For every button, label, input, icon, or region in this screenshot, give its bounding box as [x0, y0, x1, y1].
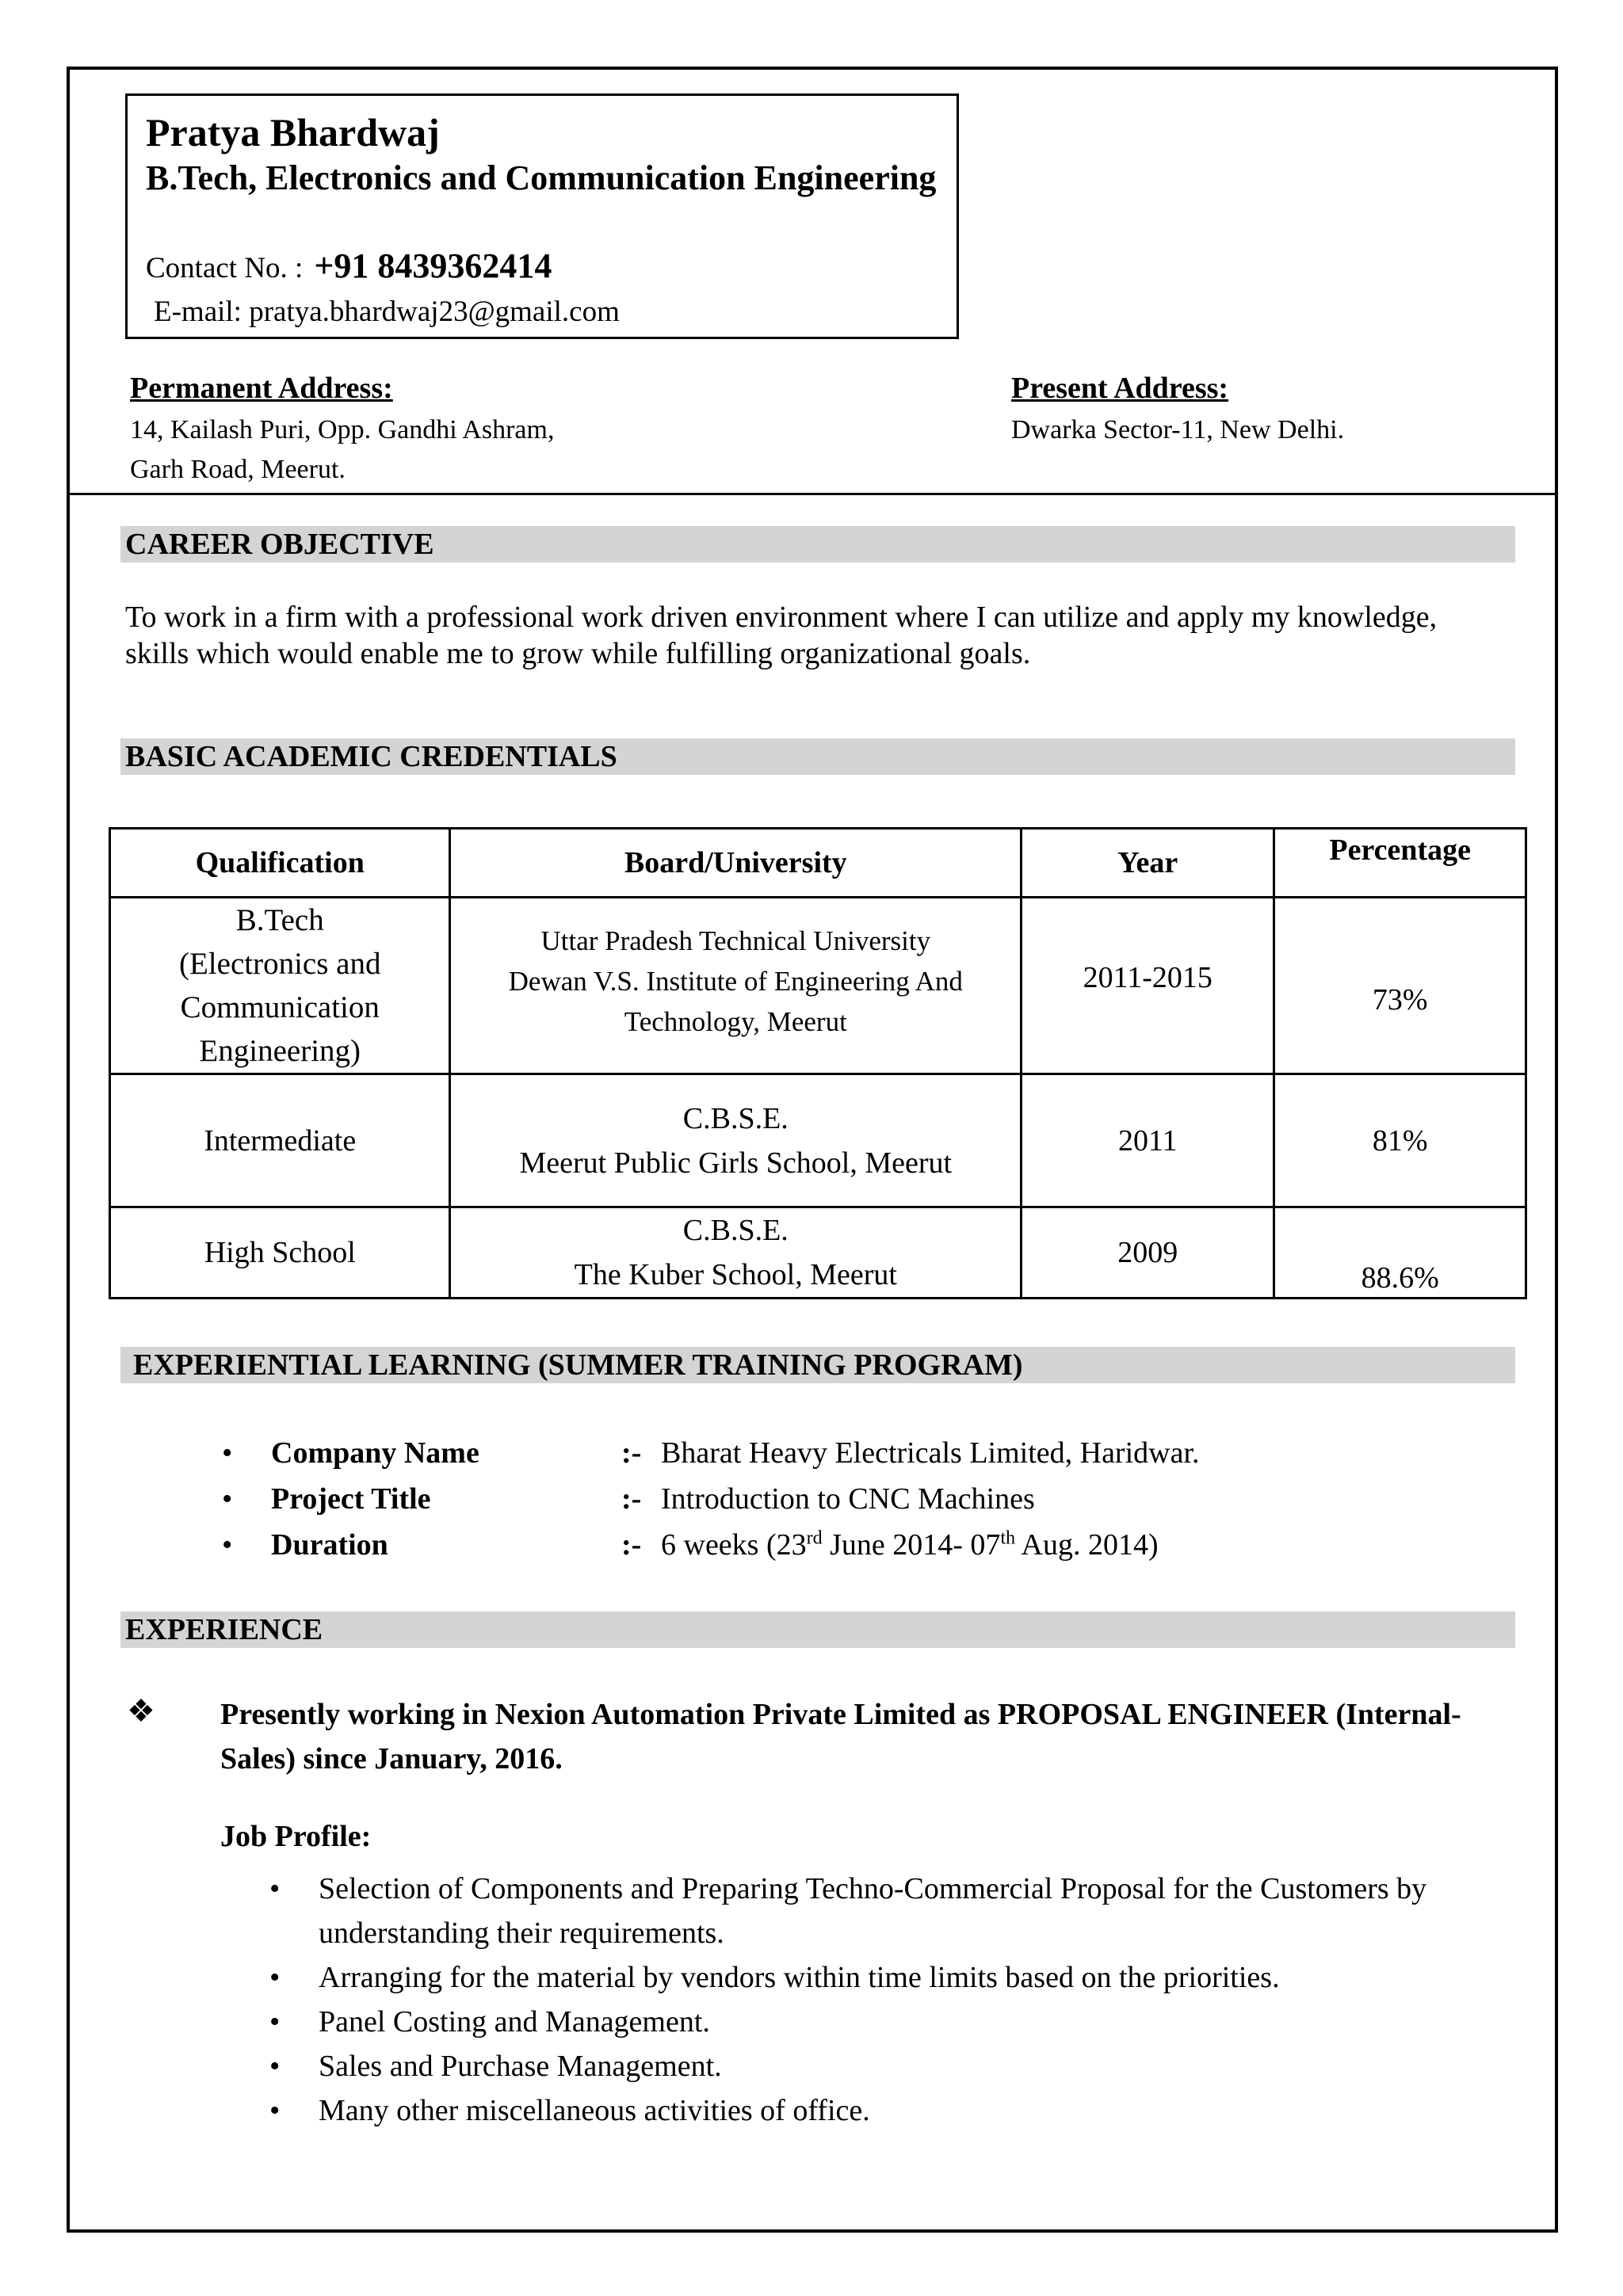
bullet-icon: •	[222, 1482, 233, 1516]
table-row	[110, 1207, 1526, 1299]
table-cell-qualification: Intermediate	[110, 1074, 450, 1207]
training-bar	[120, 1347, 1515, 1383]
training-separator: :-	[621, 1528, 642, 1562]
job-profile-list	[269, 1867, 1522, 2133]
experience-bar	[120, 1611, 1515, 1648]
job-item-text: Panel Costing and Management.	[319, 2005, 710, 2039]
job-item-text: Selection of Components and Preparing Techno-Commercial Proposal for the Customers by understanding their requirements.	[319, 1872, 1427, 1950]
duration-part: June 2014- 07	[822, 1528, 1001, 1562]
cell-line: B.Tech	[235, 903, 324, 937]
contact-number: +91 8439362414	[314, 246, 552, 285]
cell-line: The Kuber School, Meerut	[574, 1258, 897, 1291]
duration-sup: rd	[806, 1527, 823, 1549]
list-item	[269, 2000, 1522, 2044]
bullet-icon: •	[269, 2094, 281, 2127]
list-item	[269, 2044, 1522, 2088]
bullet-icon: •	[269, 2050, 281, 2083]
header-percentage: Percentage	[1274, 829, 1526, 898]
present-address-line1: Dwarka Sector-11, New Delhi.	[1011, 415, 1345, 444]
permanent-address-line2: Garh Road, Meerut.	[130, 455, 346, 484]
academic-table	[109, 827, 1527, 1299]
job-item-text: Many other miscellaneous activities of office.	[319, 2094, 870, 2127]
present-address-heading: Present Address:	[1011, 372, 1229, 405]
cell-line: C.B.S.E.	[682, 1101, 789, 1135]
duration-part: Aug. 2014)	[1015, 1528, 1159, 1562]
academic-bar	[120, 738, 1515, 775]
training-title: EXPERIENTIAL LEARNING (SUMMER TRAINING PROGRAM)	[133, 1348, 1023, 1382]
training-key: Company Name	[271, 1436, 479, 1470]
career-objective-title: CAREER OBJECTIVE	[125, 528, 434, 561]
experience-title: EXPERIENCE	[125, 1613, 323, 1646]
training-key: Project Title	[271, 1482, 431, 1516]
bullet-icon: •	[269, 1872, 281, 1905]
table-cell-qualification	[110, 898, 450, 1074]
academic-title: BASIC ACADEMIC CREDENTIALS	[125, 740, 617, 773]
table-cell-qualification: High School	[110, 1207, 450, 1299]
job-profile-heading: Job Profile:	[220, 1820, 372, 1853]
duration-part: 6 weeks (23	[661, 1528, 807, 1562]
bullet-icon: •	[269, 1961, 281, 1994]
cell-line: Engineering)	[199, 1034, 361, 1068]
table-cell-percentage: 73%	[1274, 898, 1526, 1074]
contact-line	[146, 246, 552, 286]
job-item-text: Sales and Purchase Management.	[319, 2050, 722, 2083]
duration-sup: th	[1000, 1527, 1016, 1549]
training-value	[661, 1527, 1159, 1562]
diamond-bullet-icon: ❖	[127, 1693, 155, 1729]
training-key: Duration	[271, 1528, 388, 1562]
permanent-address-line1: 14, Kailash Puri, Opp. Gandhi Ashram,	[130, 415, 555, 444]
table-cell-board	[450, 1074, 1022, 1207]
list-item	[269, 2088, 1522, 2133]
career-objective-text: To work in a firm with a professional work driven environment where I can utilize and apply my knowledge, skills which would enable me to grow while fulfilling organizational goals.	[125, 601, 1438, 670]
cell-line: Dewan V.S. Institute of Engineering And	[508, 966, 963, 997]
table-cell-percentage: 81%	[1274, 1074, 1526, 1207]
table-cell-percentage: 88.6%	[1274, 1207, 1526, 1299]
header-board: Board/University	[450, 829, 1022, 898]
table-cell-board	[450, 1207, 1022, 1299]
header-divider	[67, 493, 1558, 495]
cell-line: Uttar Pradesh Technical University	[540, 925, 931, 956]
bullet-icon: •	[222, 1528, 233, 1562]
table-row	[110, 898, 1526, 1074]
cell-line: Communication	[180, 990, 380, 1024]
bullet-icon: •	[222, 1436, 233, 1470]
list-item	[269, 1955, 1522, 2000]
header-qualification: Qualification	[110, 829, 450, 898]
candidate-degree: B.Tech, Electronics and Communication Engineering	[146, 158, 937, 197]
email-line: E-mail: pratya.bhardwaj23@gmail.com	[154, 296, 620, 328]
training-separator: :-	[621, 1482, 642, 1516]
table-cell-year: 2009	[1022, 1207, 1274, 1299]
list-item	[269, 1867, 1522, 1955]
candidate-name: Pratya Bhardwaj	[146, 110, 440, 154]
table-cell-board	[450, 898, 1022, 1074]
table-row	[110, 1074, 1526, 1207]
table-cell-year: 2011-2015	[1022, 898, 1274, 1074]
training-value: Introduction to CNC Machines	[661, 1482, 1035, 1516]
job-item-text: Arranging for the material by vendors within time limits based on the priorities.	[319, 1961, 1280, 1994]
career-objective-bar	[120, 526, 1515, 563]
cell-line: Technology, Meerut	[624, 1006, 847, 1037]
cell-line: Meerut Public Girls School, Meerut	[519, 1146, 953, 1180]
training-separator: :-	[621, 1436, 642, 1470]
table-header-row	[110, 829, 1526, 898]
contact-label: Contact No. :	[146, 252, 304, 284]
table-cell-year: 2011	[1022, 1074, 1274, 1207]
training-value: Bharat Heavy Electricals Limited, Haridwar.	[661, 1436, 1200, 1470]
permanent-address-heading: Permanent Address:	[130, 372, 393, 405]
experience-summary: Presently working in Nexion Automation Private Limited as PROPOSAL ENGINEER (Internal-Sales) since January, 2016.	[220, 1698, 1461, 1775]
cell-line: C.B.S.E.	[682, 1214, 789, 1247]
bullet-icon: •	[269, 2005, 281, 2039]
header-year: Year	[1022, 829, 1274, 898]
cell-line: (Electronics and	[178, 947, 381, 981]
